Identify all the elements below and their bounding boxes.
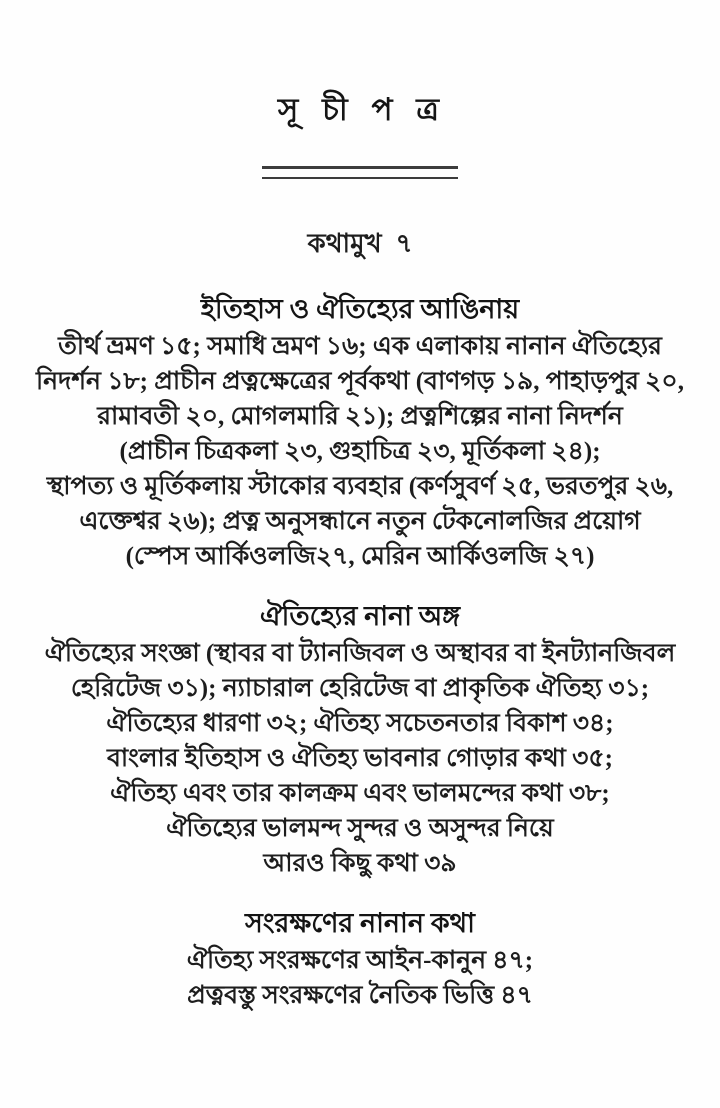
toc-line: নিদর্শন ১৮; প্রাচীন প্রত্নক্ষেত্রের পূর্বকথা (বাণগড় ১৯, পাহাড়পুর ২০, (36, 368, 684, 395)
toc-line: (স্পেস আর্কিওলজি২৭, মেরিন আর্কিওলজি ২৭) (125, 543, 595, 570)
toc-line: ঐতিহ্যের ভালমন্দ সুন্দর ও অসুন্দর নিয়ে (166, 815, 554, 842)
toc-line: স্থাপত্য ও মূর্তিকলায় স্টাকোর ব্যবহার (কর্ণসুবর্ণ ২৫, ভরতপুর ২৬, (46, 473, 674, 500)
toc-line: এক্তেশ্বর ২৬); প্রত্ন অনুসন্ধানে নতুন টেকনোলজির প্রয়োগ (79, 508, 641, 535)
toc-line: আরও কিছু কথা ৩৯ (263, 850, 457, 877)
toc-line: তীর্থ ভ্রমণ ১৫; সমাধি ভ্রমণ ১৬; এক এলাকায় নানান ঐতিহ্যের (58, 333, 662, 360)
table-of-contents (26, 292, 694, 1013)
page-title: সূ চী প ত্র (277, 92, 443, 127)
toc-line: রামাবতী ২০, মোগলমারি ২১); প্রত্নশিল্পের নানা নিদর্শন (97, 403, 623, 430)
toc-section-history-heritage (26, 292, 694, 574)
toc-section-heritage-aspects (26, 599, 694, 881)
toc-line: ঐতিহ্যের ধারণা ৩২; ঐতিহ্য সচেতনতার বিকাশ ৩৪; (106, 710, 614, 737)
toc-line: বাংলার ইতিহাস ও ঐতিহ্য ভাবনার গোড়ার কথা ৩৫; (107, 745, 613, 772)
section-heading: সংরক্ষণের নানান কথা (245, 908, 475, 938)
foreword-page-number: ৭ (395, 229, 413, 258)
toc-line: প্রত্নবস্তু সংরক্ষণের নৈতিক ভিত্তি ৪৭ (187, 982, 533, 1009)
toc-line: ঐতিহ্যের সংজ্ঞা (স্থাবর বা ট্যানজিবল ও অস্থাবর বা ইনট্যানজিবল (44, 640, 676, 667)
section-heading: ঐতিহ্যের নানা অঙ্গ (259, 601, 461, 631)
toc-line: (প্রাচীন চিত্রকলা ২৩, গুহাচিত্র ২৩, মূর্তিকলা ২৪); (119, 438, 601, 465)
toc-section-conservation (26, 906, 694, 1013)
foreword-label: কথামুখ (307, 229, 382, 258)
foreword-entry (26, 223, 694, 267)
toc-line: ঐতিহ্য সংরক্ষণের আইন-কানুন ৪৭; (186, 947, 534, 974)
title-divider-rule (262, 166, 458, 179)
toc-line: ঐতিহ্য এবং তার কালক্রম এবং ভালমন্দের কথা ৩৮; (110, 780, 610, 807)
section-heading: ইতিহাস ও ঐতিহ্যের আঙিনায় (200, 294, 520, 324)
toc-line: হেরিটেজ ৩১); ন্যাচারাল হেরিটেজ বা প্রাকৃতিক ঐতিহ্য ৩১; (70, 675, 650, 702)
